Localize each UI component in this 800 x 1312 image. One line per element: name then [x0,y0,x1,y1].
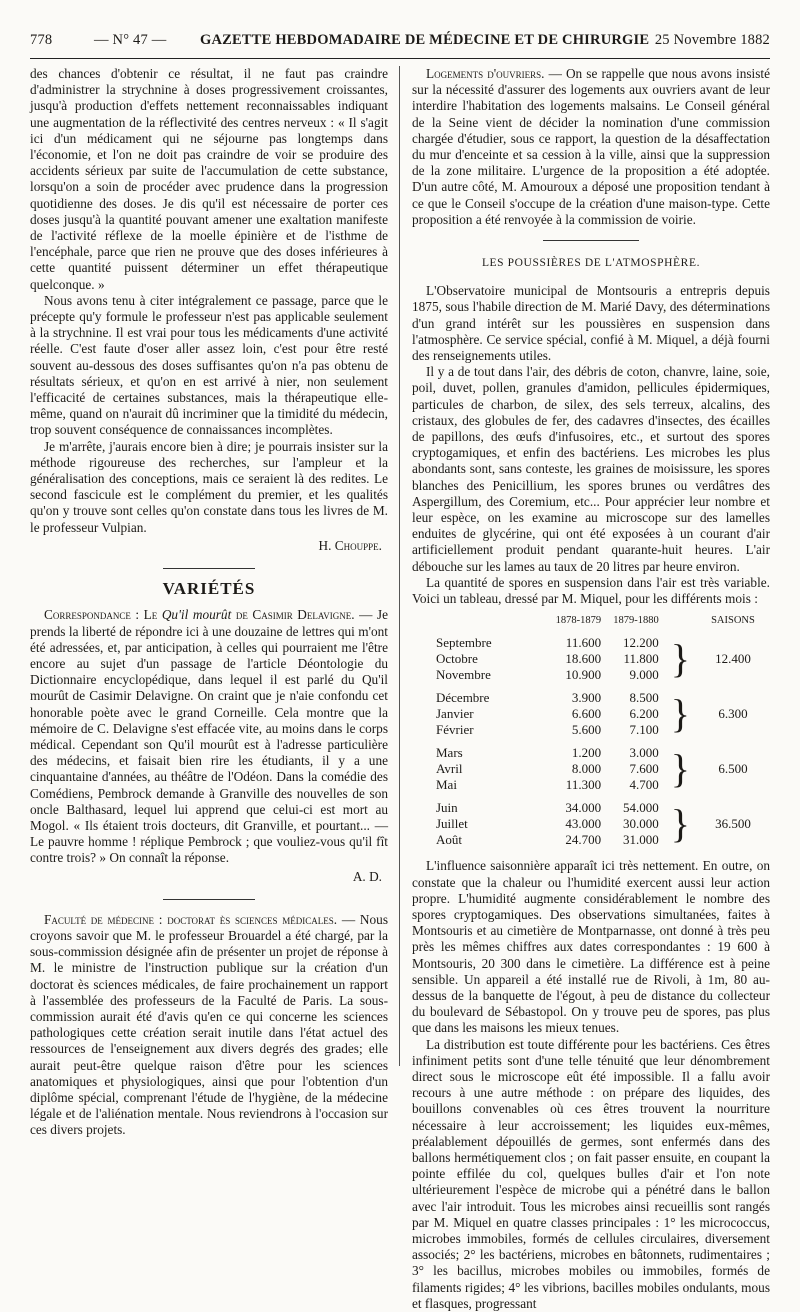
logements-body: — On se rappelle que nous avons insisté sur la nécessité d'assurer des logements aux ouvriers avant de leur interdire l'habitation des logements malsains. Le Conseil général de la Seine vient de décider la nomination d'une commission chargée d'étudier, sous ce rapport, la question de la désaffectation du mur d'enceinte et sa cession à la ville, ainsi que la suppression de la zone militaire. L'urgence de la proposition a été adoptée. D'un autre côté, M. Amouroux a déposé une proposition tendant à ce que le Conseil s'occupe de la création d'une maison-type. Cette proposition a été renvoyée à la commission de voirie. [412,66,771,227]
brace-cell: } [670,691,690,737]
faculte-body: — Nous croyons savoir que M. le professeur Brouardel a été chargé, par la sous-commission désignée afin de présenter un projet de réponse à M. le ministre de l'instruction publique sur la création d'un doctorat ès sciences médicales, de faire prochainement un rapport à l'assemblée des professeurs de la Faculté de Paris. La sous-commission aurait été d'avis qu'en ce qui concerne les sciences pathologiques cette création serait inutile dans l'état actuel des ressources de l'enseignement aux divers degrés des grades; elle aurait peut-être quelque raison d'être pour les sciences anatomiques et physiologiques, ainsi que pour l'obtention d'un diplôme spécial, comprenant l'étude de l'hygiène, de la médecine légale et de l'aliénation mentale. Nous reviendrons à l'occasion sur ces divers projets. [30,911,388,1138]
month-cell: Juillet [436,816,468,832]
value-1879-cell: 7.100 [629,722,659,738]
col-header-saisons: SAISONS [711,615,755,627]
issue-number: — N° 47 — [94,32,167,48]
value-1879-cell: 7.600 [629,761,659,777]
month-cell: Août [436,832,462,848]
faculte-paragraph [30,912,388,1139]
month-cell: Mai [436,777,457,793]
value-1878-cell: 8.000 [571,761,602,777]
value-1878-cell: 3.900 [571,690,602,706]
correspondance-of: de [235,607,248,623]
table-row [430,635,770,651]
brace-cell: } [670,801,690,847]
correspondance-title: Qu'il mourût [161,607,232,623]
correspondance-author: Casimir Delavigne. [252,607,355,623]
left-column [30,66,388,1139]
season-average-cell: 6.500 [718,761,748,777]
correspondance-signature: A. D. [352,868,382,884]
group-spacer [430,738,770,745]
month-cell: Septembre [436,635,492,651]
brace-cell: } [670,746,690,792]
month-cell: Février [436,722,474,738]
value-1879-cell: 30.000 [623,816,659,832]
faculte-label: Faculté de médecine : doctorat ès sciences médicales. [44,911,338,927]
col-header-1879: 1879-1880 [613,615,659,627]
poussieres-heading: LES POUSSIÈRES DE L'ATMOSPHÈRE. [481,257,701,270]
month-cell: Novembre [436,667,491,683]
month-cell: Juin [436,800,458,816]
group-spacer [430,683,770,690]
page-number: 778 [30,32,53,48]
value-1878-cell: 34.000 [565,800,602,816]
right-column [412,66,770,1312]
value-1878-cell: 18.600 [565,651,602,667]
value-1879-cell: 8.500 [629,690,659,706]
air-contents-paragraph: Il y a de tout dans l'air, des débris de coton, chanvre, laine, soie, poil, duvet, pollen, granules d'amidon, pellicules épidermiques, particules de charbon, de silex, des sels terreux, alcalins, des cristaux, des globules de fer, des cadavres d'insectes, des écailles de papillons, des œufs d'infusoires, etc., et surtout des spores cryptogamiques, et enfin des bactériens. Les microbes les plus abondants sont, sans conteste, les graines de moisissure, les spores blanches des Penicillium, les spores brunes ou verdâtres des Aspergillum, des Coremium, etc... Pour apprécier leur nombre et leur espèce, on les examine au microscope sur des lamelles enduites de glycérine, qui ont été exposées à un courant d'air artificiellement produit pendant quarante-huit heures. L'air débouche sur les lames au taux de 20 litres par heure environ. [412,364,770,574]
value-1878-cell: 1.200 [571,745,602,761]
month-cell: Octobre [436,651,478,667]
logements-paragraph [412,66,770,228]
value-1879-cell: 6.200 [629,706,659,722]
value-1878-cell: 10.900 [565,667,602,683]
header-rule [30,58,770,59]
value-1879-cell: 12.200 [623,635,659,651]
value-1879-cell: 9.000 [629,667,659,683]
season-average-cell: 12.400 [715,651,751,667]
value-1878-cell: 11.600 [565,635,602,651]
season-average-cell: 36.500 [715,816,751,832]
value-1879-cell: 11.800 [623,651,659,667]
review-signature: H. Chouppe. [318,537,382,553]
observatoire-paragraph: L'Observatoire municipal de Montsouris a entrepris depuis 1875, sous l'habile direction de M. Marié Davy, des déterminations d'un grand intérêt sur les poussières en suspension dans l'atmosphère. Ce service spécial, confié à M. Miquel, a déjà fourni des renseignements utiles. [412,283,770,364]
spores-table-body [430,635,770,848]
varietes-heading: VARIÉTÉS [162,579,256,599]
column-divider [399,66,400,1066]
season-average-cell: 6.300 [718,706,748,722]
group-spacer [430,793,770,800]
table-row [430,800,770,816]
brace-cell: } [670,636,690,682]
value-1879-cell: 4.700 [629,777,659,793]
logements-label: Logements d'ouvriers. [426,66,545,81]
value-1878-cell: 24.700 [565,832,602,848]
table-row [430,690,770,706]
month-cell: Mars [436,745,463,761]
journal-title: GAZETTE HEBDOMADAIRE DE MÉDECINE ET DE CHIRURGIE [200,32,650,48]
faculte-rule [163,899,255,900]
spores-table [430,613,770,848]
value-1879-cell: 3.000 [629,745,659,761]
value-1879-cell: 54.000 [623,800,659,816]
doses-paragraph: Nous avons tenu à citer intégralement ce passage, parce que le précepte qu'y formule le professeur n'est pas applicable seulement à la strychnine. Il est vrai pour tous les médicaments d'une activité réelle. C'est faute d'oser aller assez loin, c'est pour être resté souvent au-dessous des doses suffisantes qu'on n'a pas obtenu de résultats sérieux, et qu'on en est arrivé à nier, non seulement l'efficacité de certaines substances, mais la thérapeutique elle-même, quand on n'aurait dû incriminer que la timidité du médecin, trop souvent conséquence de connaissances incomplètes. [30,292,388,438]
issue-date: 25 Novembre 1882 [654,32,770,48]
conclusion-paragraph: Je m'arrête, j'aurais encore bien à dire; je pourrais insister sur la méthode rigoureuse des recherches, sur l'ampleur et la généralisation des conceptions, mais ce seraient là des redites. Le second fascicule est le complément du premier, et les qualités qu'on y trouve sont celles qu'on constate dans tous les livres de M. le professeur Vulpian. [30,438,388,535]
value-1878-cell: 43.000 [565,816,602,832]
month-cell: Janvier [436,706,474,722]
table-row [430,745,770,761]
correspondance-body: — Je prends la liberté de répondre ici à une douzaine de lettres qui m'ont été adressées, et, par anticipation, à celles qui pourraient me l'être encore au sujet d'un passage de l'article Déontologie du Dictionnaire encyclopédique, dans lequel il est parlé du Qu'il mourût de Casimir Delavigne. On craint que je n'aie confondu cet honorable poète avec le grand Corneille. Cela montre que la mémoire de C. Delavigne s'est effacée vite, au moins dans le corps médical. Cependant son Qu'il mourût est à l'adresse particulière des médecins, et faisait bien rire les étudiants, il y a une cinquantaine d'années, au théâtre de l'Odéon. Dans la comédie des Comédiens, Pembrock demande à Granville des nouvelles de son oncle Balthasard, lequel lui apprend que celui-ci est mort au Mogol. « Ils étaient trois docteurs, dit Granville, et pourtant... — Le pauvre homme ! réplique Pembrock ; que vouliez-vous qu'il fît contre trois? » On connaît la réponse. [30,607,389,866]
spores-intro-paragraph: La quantité de spores en suspension dans l'air est très variable. Voici un tableau, dressé par M. Miquel, pour les différents mois : [412,574,770,607]
correspondance-paragraph [30,607,388,866]
section-rule [163,568,255,569]
correspondance-label: Correspondance : Le [44,607,158,623]
month-cell: Avril [436,761,463,777]
value-1878-cell: 11.300 [565,777,602,793]
saisonniere-paragraph: L'influence saisonnière apparaît ici très nettement. En outre, on constate que la chaleur ou l'humidité exercent aussi leur action propre. L'humidité augmente considérablement le nombre des spores cryptogamiques. Des observations simultanées, faites à Montsouris et au cimetière de Montparnasse, ont donné à très peu près les mêmes chiffres aux dates correspondantes : 19 600 à Montsouris, 20 300 dans le cimetière. La différence est à peine sensible. Un appareil a été installé rue de Rivoli, à 1m, 80 au-dessus de la banquette de l'égout, à peu de distance du collecteur du boulevard de Sébastopol. On y trouve peu de spores, pas plus que dans les maisons les mieux tenues. [412,858,770,1036]
value-1878-cell: 5.600 [571,722,602,738]
strychnine-paragraph: des chances d'obtenir ce résultat, il ne faut pas craindre d'administrer la strychnine à doses progressivement croissantes, jusqu'à production d'effets nettement reconnaissables indiquant une augmentation de la réflectivité des centres nerveux : « Il s'agit ici d'un médicament qui ne séjourne pas longtemps dans l'économie, et l'on ne doit pas craindre de voir se produire des accidents sérieux par suite de l'accumulation de cette substance, lorsqu'on a soin de procéder avec prudence dans la progression quotidienne des doses. Je dis qu'il est nécessaire de porter ces doses jusqu'à la quantité pouvant amener une exaltation manifeste de l'activité réflexe de la moelle épinière et de l'isthme de l'encéphale, parce que rien ne prouve que des doses inférieures à cette quantité puissent déterminer un effet thérapeutique quelconque. » [30,66,388,292]
page-header [30,28,770,54]
bacteriens-paragraph: La distribution est toute différente pour les bactériens. Ces êtres infiniment petits sont d'une telle ténuité que leur dénombrement direct sous le microscope eût été impossible. Il a fallu avoir recours à une autre méthode : on prépare des liquides, des bouillons convenables où ces êtres trouvent la nourriture nécessaire à leur accroissement; les liquides eux-mêmes, préalablement dépouillés de germes, sont enfermés dans des ballons hermétiquement clos ; on fait passer ensuite, en coupant la pointe effilée du col, quelques bulles d'air et l'on note ultérieurement l'espèce de microbe qui a pénétré dans le ballon avec l'air introduit. Tous les microbes ainsi recueillis sont rangés par M. Miquel en quatre classes principales : 1° les micrococcus, microbes immobiles, formés de cellules circulaires, diversement associés; 2° les bactériens, microbes en bâtonnets, rudimentaires ; 3° les bacillus, microbes mobiles ou immobiles, formés de filaments rigides; 4° les vibrions, bacilles mobiles ondulants, mous et flasques, progressant [412,1036,770,1311]
col-header-1878: 1878-1879 [555,615,602,627]
poussieres-rule [543,240,639,241]
month-cell: Décembre [436,690,490,706]
value-1878-cell: 6.600 [571,706,602,722]
value-1879-cell: 31.000 [623,832,659,848]
